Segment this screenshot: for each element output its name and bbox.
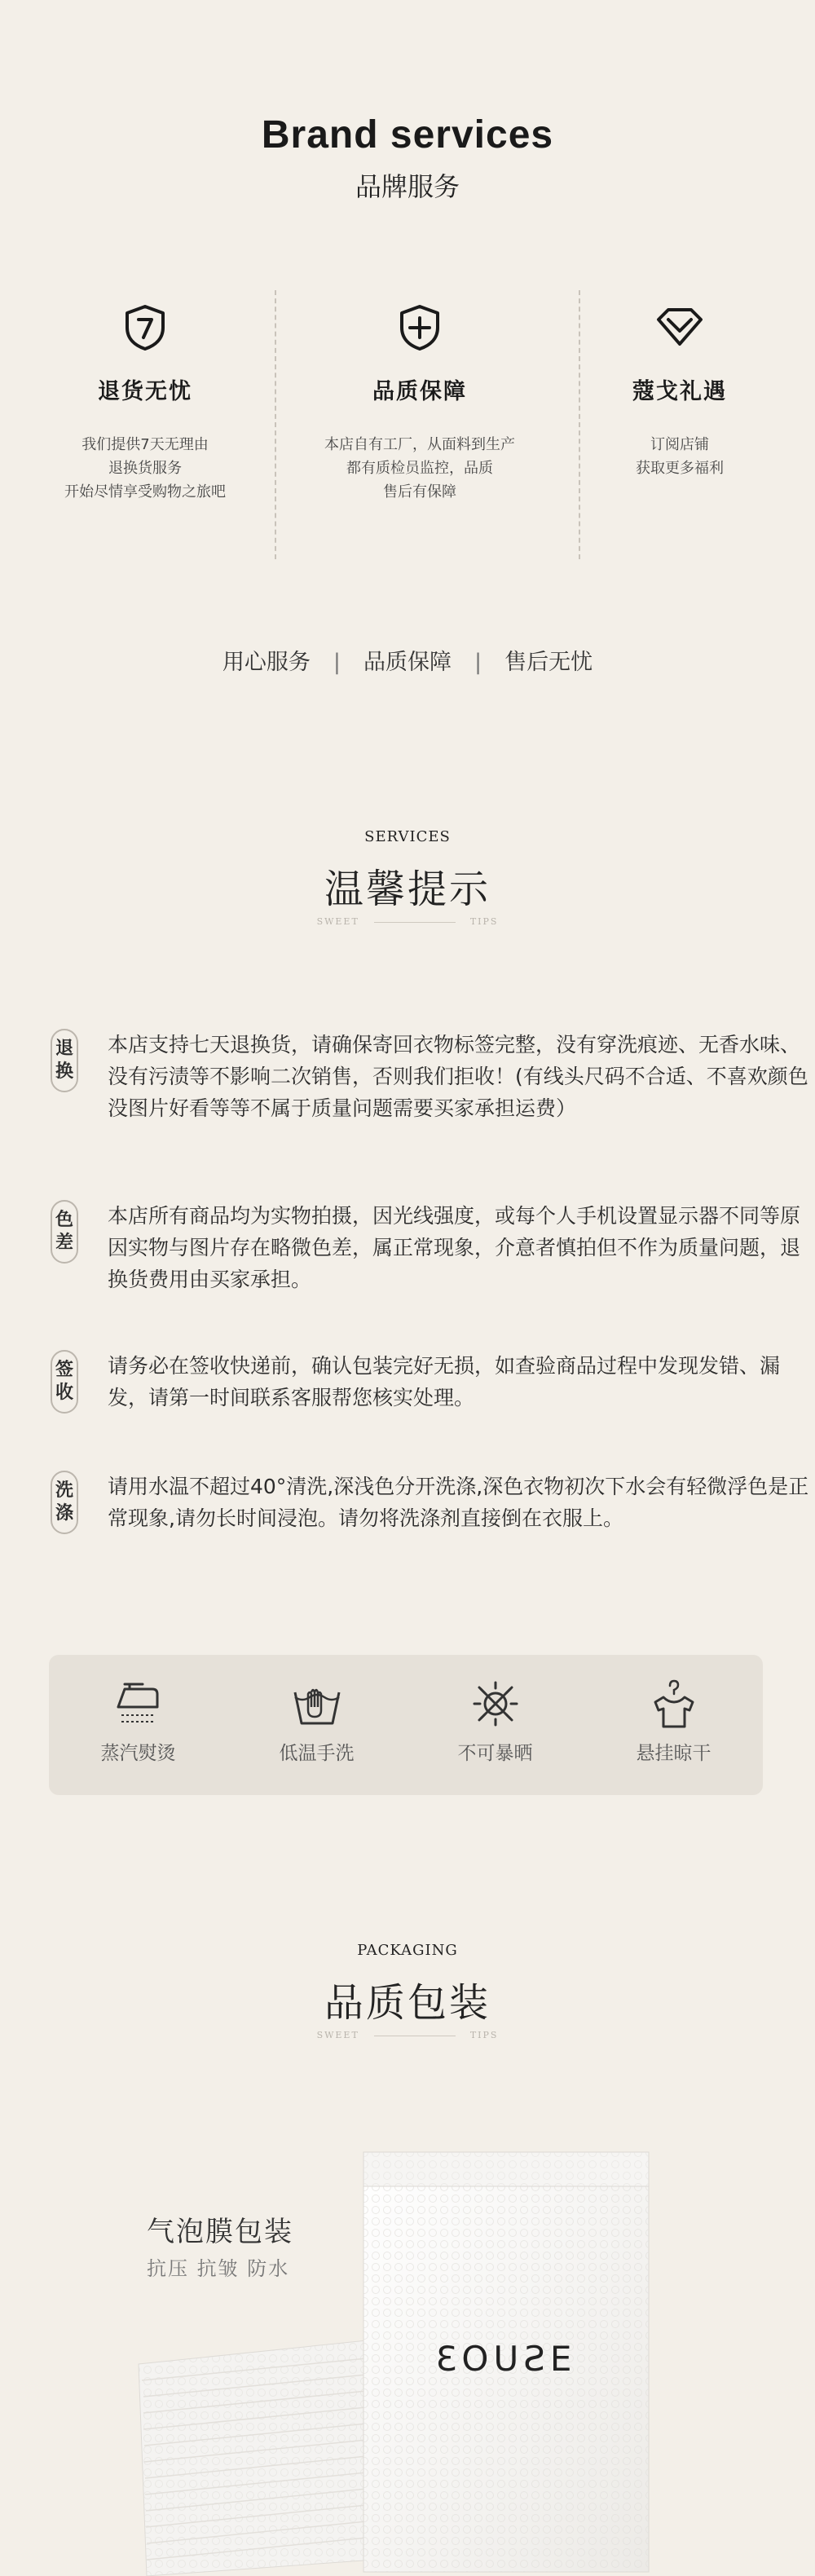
hang-dry-icon bbox=[645, 1678, 703, 1730]
tip-text: 请务必在签收快递前，确认包装完好无损，如查验商品过程中发现发错、漏发，请第一时间联系客服帮您核实处理。 bbox=[108, 1354, 781, 1409]
care-label: 蒸汽熨烫 bbox=[100, 1743, 176, 1764]
tip-badge: 洗 涤 bbox=[51, 1471, 78, 1534]
feature-returns bbox=[23, 302, 267, 504]
main-mailer bbox=[363, 2152, 649, 2572]
feature-title: 退货无忧 bbox=[98, 379, 192, 404]
brand-title: Brand services bbox=[261, 113, 554, 157]
tip-signing bbox=[51, 1350, 781, 1423]
tip-badge: 签 收 bbox=[51, 1350, 78, 1414]
tip-color-difference bbox=[51, 1200, 801, 1298]
care-no-sun bbox=[406, 1678, 584, 1765]
section-title: 品质包装 bbox=[324, 1980, 491, 2026]
tip-text: 请用水温不超过40°清洗,深浅色分开洗涤,深色衣物初次下水会有轻微浮色是正常现象,请勿长时间浸泡。请勿将洗涤剂直接倒在衣服上。 bbox=[108, 1475, 809, 1530]
care-hang-dry bbox=[584, 1678, 763, 1765]
feature-description: 订阅店铺 获取更多福利 bbox=[636, 436, 724, 477]
tip-returns bbox=[51, 1029, 808, 1127]
bubble-mailer-image bbox=[130, 2136, 668, 2576]
feature-title: 品质保障 bbox=[372, 379, 467, 404]
hand-wash-icon bbox=[289, 1678, 346, 1730]
section-label-en: PACKAGING bbox=[357, 1942, 458, 1959]
care-label: 不可暴晒 bbox=[457, 1743, 533, 1764]
shield-plus-icon bbox=[394, 302, 446, 354]
shield-seven-icon bbox=[119, 302, 171, 354]
section-label-en: SERVICES bbox=[364, 828, 451, 845]
feature-description: 我们提供7天无理由 退换货服务 开始尽情享受购物之旅吧 bbox=[64, 436, 226, 501]
care-label: 悬挂晾干 bbox=[636, 1743, 711, 1764]
feature-quality bbox=[297, 302, 542, 504]
tip-text: 本店支持七天退换货，请确保寄回衣物标签完整，没有穿洗痕迹、无香水味、没有污渍等不影响二次销售，否则我们拒收！(有线头尺码不合适、不喜欢颜色没图片好看等等不属于质量问题需要买家承担运费） bbox=[108, 1033, 808, 1120]
column-divider bbox=[275, 290, 276, 559]
feature-description: 本店自有工厂，从面料到生产 都有质检员监控，品质 售后有保障 bbox=[324, 436, 515, 501]
care-instructions-panel bbox=[49, 1655, 763, 1795]
service-highlights: 用心服务 | 品质保障 | 售后无忧 bbox=[222, 650, 593, 675]
feature-title: 蔻戈礼遇 bbox=[632, 379, 727, 404]
tip-badge: 退 换 bbox=[51, 1029, 78, 1092]
tip-washing bbox=[51, 1471, 809, 1568]
tip-text: 本店所有商品均为实物拍摄，因光线强度，或每个人手机设置显示器不同等原因实物与图片存在略微色差，属正常现象，介意者慎拍但不作为质量问题，退换货费用由买家承担。 bbox=[108, 1204, 801, 1291]
care-steam-iron bbox=[49, 1678, 227, 1765]
tip-badge: 色 差 bbox=[51, 1200, 78, 1264]
packaging-subtitle: 抗压 抗皱 防水 bbox=[147, 2257, 290, 2280]
care-hand-wash bbox=[227, 1678, 406, 1765]
stacked-mailers bbox=[139, 2340, 375, 2576]
steam-iron-icon bbox=[110, 1678, 167, 1730]
section-decoration: SWEET TIPS bbox=[316, 2030, 499, 2040]
packaging-title: 气泡膜包装 bbox=[147, 2216, 293, 2248]
no-sun-icon bbox=[467, 1678, 524, 1730]
care-label: 低温手洗 bbox=[279, 1743, 355, 1764]
section-title: 温馨提示 bbox=[324, 867, 491, 912]
feature-gifts bbox=[557, 302, 802, 480]
brand-subtitle: 品牌服务 bbox=[355, 171, 460, 202]
diamond-icon bbox=[654, 302, 706, 354]
section-decoration: SWEET TIPS bbox=[316, 916, 499, 927]
brand-logo: ƐOUƧE bbox=[435, 2339, 577, 2379]
